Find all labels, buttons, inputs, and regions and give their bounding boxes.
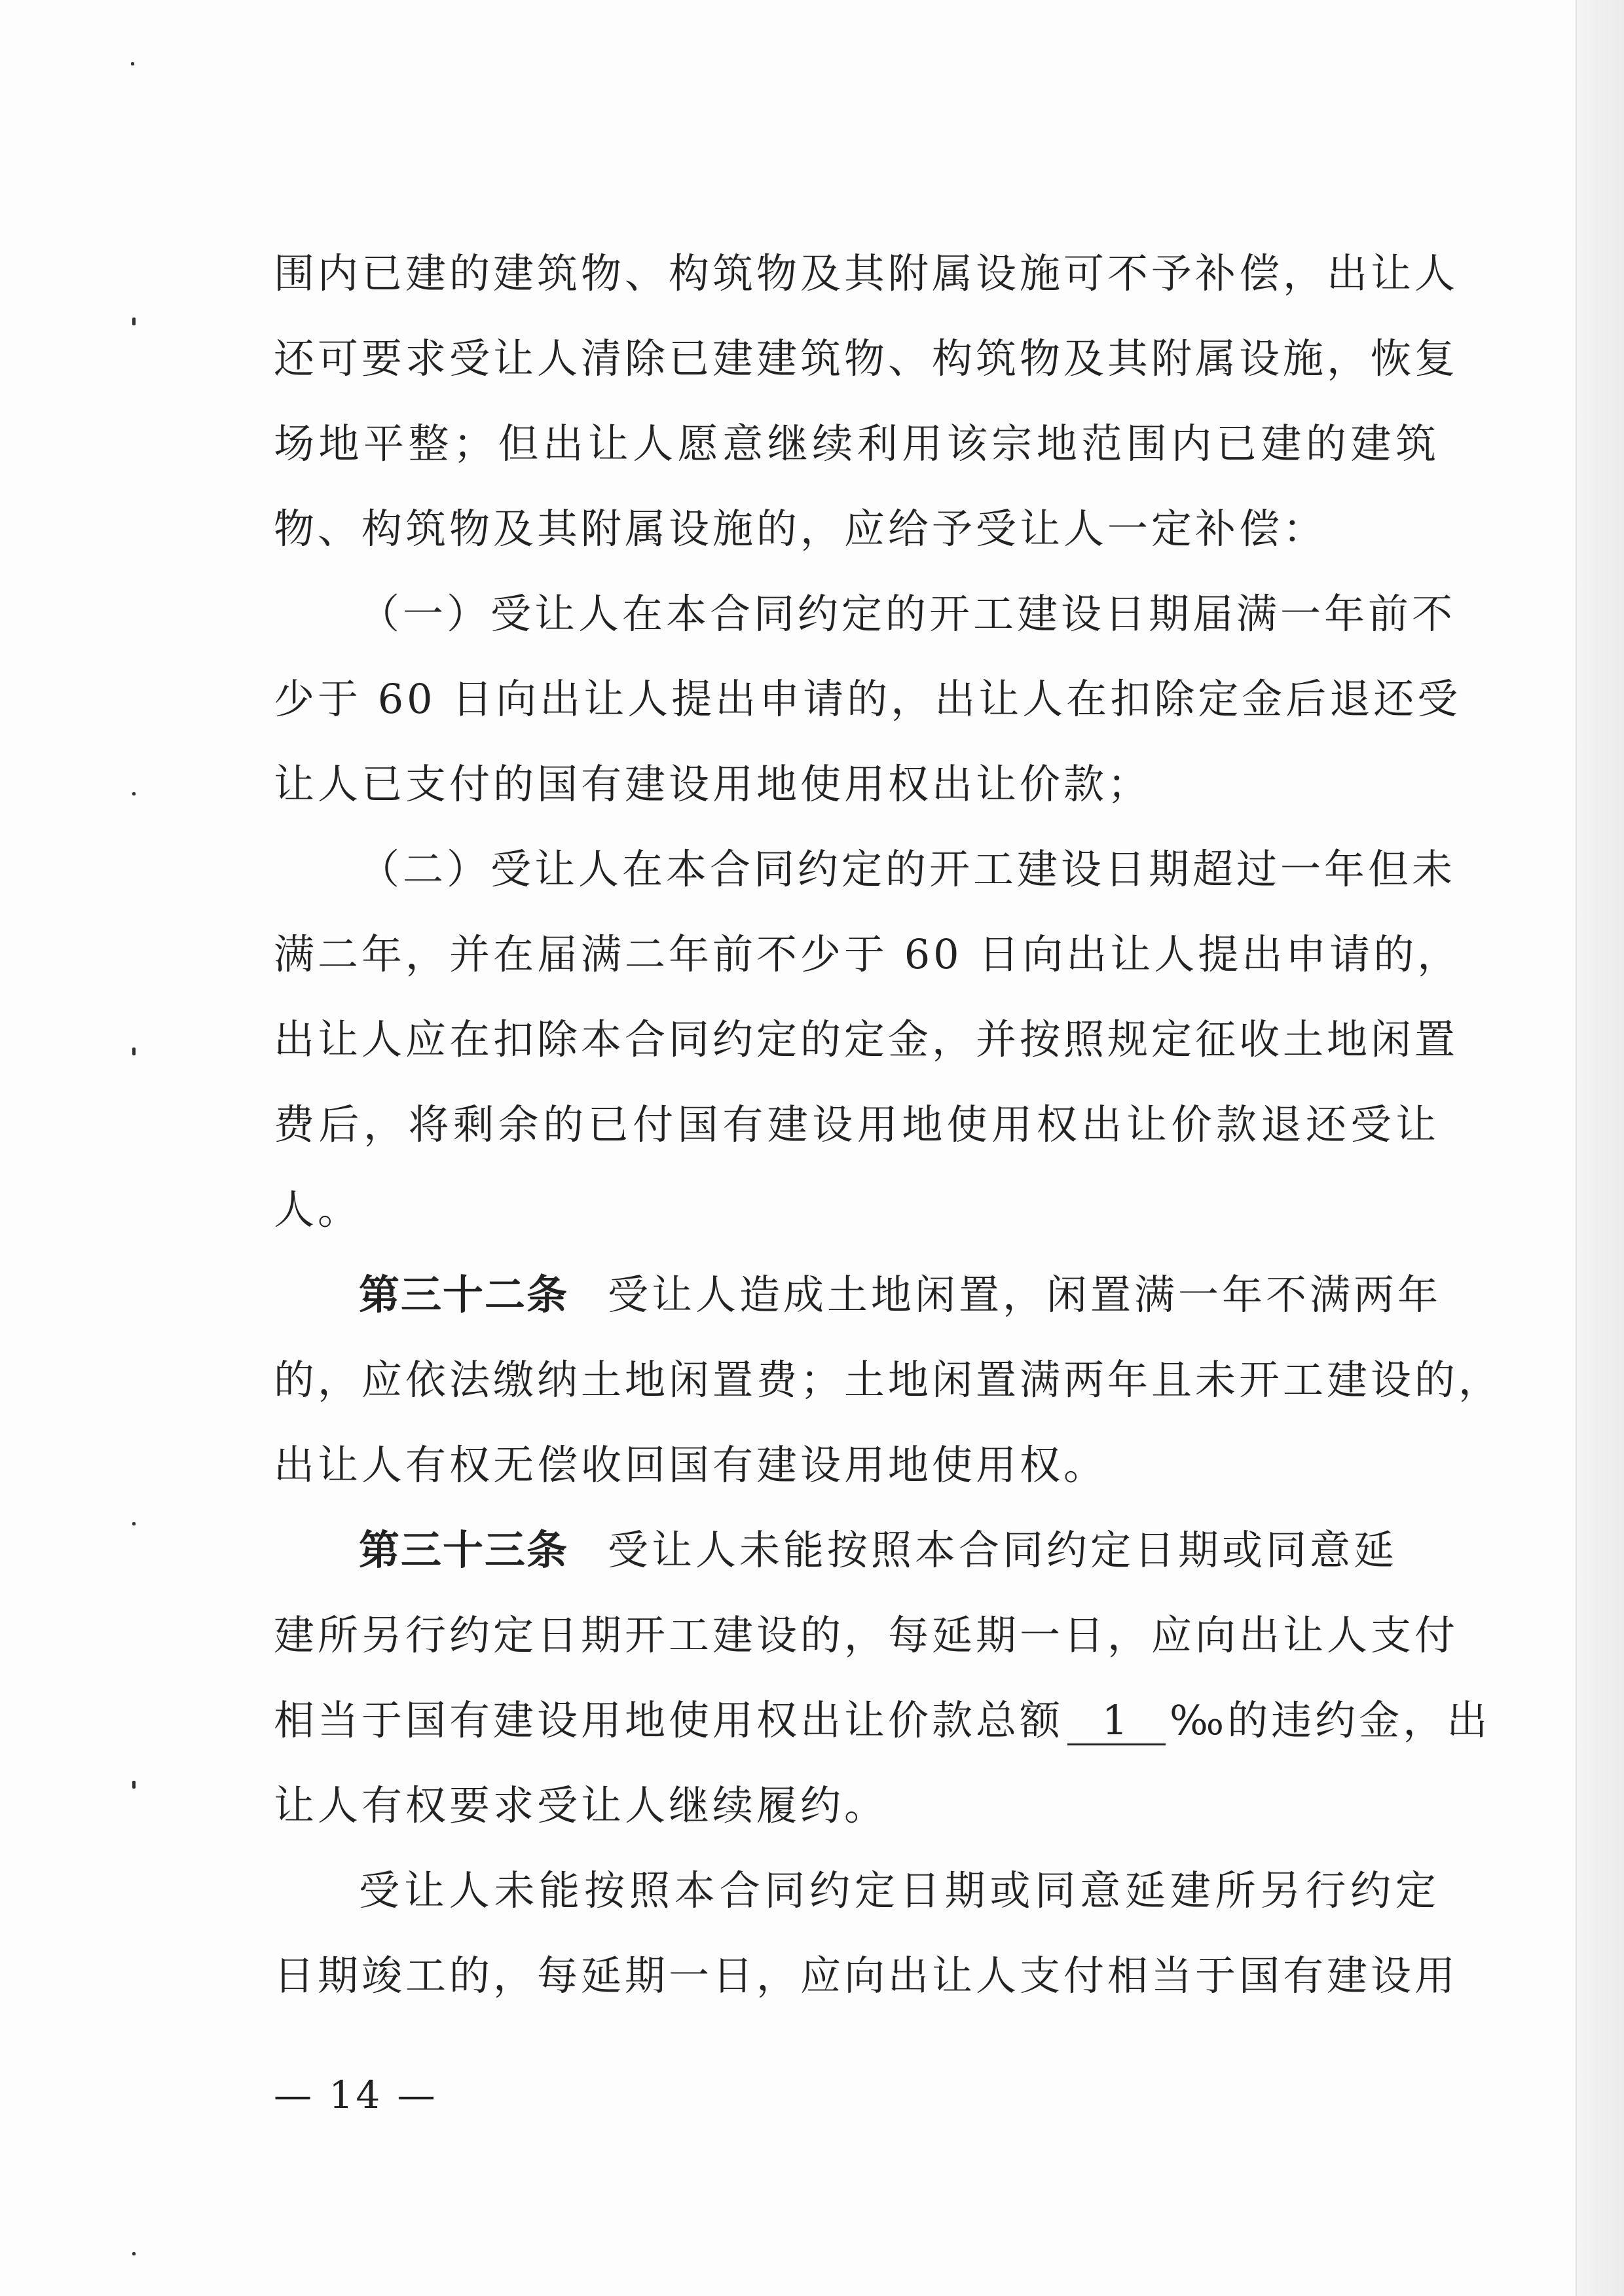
text-segment: 相当于国有建设用地使用权出让价款总额: [274, 1696, 1064, 1744]
article-33: [274, 1518, 1491, 1858]
text-line: 费后，将剩余的已付国有建设用地使用权出让价款退还受让: [274, 1101, 1439, 1148]
article-heading: 第三十二条: [359, 1271, 569, 1319]
text-line: 物、构筑物及其附属设施的，应给予受让人一定补偿：: [274, 505, 1327, 553]
text-line: （一）受让人在本合同约定的开工建设日期届满一年前不: [359, 590, 1456, 638]
text-line: 出让人应在扣除本合同约定的定金，并按照规定征收土地闲置: [274, 1015, 1459, 1063]
article-text: 受让人未能按照本合同约定日期或同意延: [608, 1526, 1398, 1574]
text-line: （二）受让人在本合同约定的开工建设日期超过一年但未: [359, 845, 1456, 893]
text-line: 建所另行约定日期开工建设的，每延期一日，应向出让人支付: [274, 1611, 1459, 1659]
penalty-rate-blank: 1: [1067, 1698, 1166, 1745]
text-line: [274, 1262, 1442, 1347]
article-text: 受让人造成土地闲置，闲置满一年不满两年: [608, 1271, 1442, 1319]
text-line: [274, 1518, 1439, 1603]
body-text: [274, 241, 1503, 2028]
scan-mark: [132, 1522, 136, 1525]
article-heading: 第三十三条: [359, 1526, 569, 1574]
page-number: — 14 —: [274, 2073, 438, 2117]
paragraph-item-1: [274, 581, 1462, 837]
paragraph: [274, 241, 1459, 581]
text-line: 的，应依法缴纳土地闲置费；土地闲置满两年且未开工建设的，: [274, 1356, 1503, 1404]
text-line: 场地平整；但出让人愿意继续利用该宗地范围内已建的建筑: [274, 420, 1439, 467]
scan-mark: [132, 792, 136, 795]
text-line: 围内已建的建筑物、构筑物及其附属设施可不予补偿，出让人: [274, 249, 1459, 297]
text-line: 少于 60 日向出让人提出申请的，出让人在扣除定金后退还受: [274, 675, 1462, 723]
text-segment: ‰的违约金，出: [1170, 1696, 1491, 1744]
text-line: 还可要求受让人清除已建建筑物、构筑物及其附属设施，恢复: [274, 335, 1459, 382]
article-32: [274, 1262, 1503, 1518]
paragraph: [274, 1858, 1459, 2028]
text-line: 日期竣工的，每延期一日，应向出让人支付相当于国有建设用: [274, 1952, 1459, 1999]
text-line: 让人已支付的国有建设用地使用权出让价款；: [274, 760, 1152, 808]
text-line: 出让人有权无偿收回国有建设用地使用权。: [274, 1441, 1108, 1489]
scan-mark: [132, 318, 136, 325]
text-line: 受让人未能按照本合同约定日期或同意延建所另行约定: [359, 1867, 1439, 1914]
text-line: 让人有权要求受让人继续履约。: [274, 1781, 889, 1829]
scan-mark: [132, 2252, 136, 2255]
text-line: 满二年，并在届满二年前不少于 60 日向出让人提出申请的，: [274, 930, 1462, 978]
text-line: [274, 1688, 1491, 1773]
scan-mark: [132, 1048, 136, 1055]
scan-mark: [132, 1781, 136, 1789]
paragraph-item-2: [274, 837, 1462, 1262]
text-line: 人。: [274, 1186, 362, 1233]
scan-edge: [1576, 0, 1624, 2296]
scan-mark: [131, 62, 134, 65]
